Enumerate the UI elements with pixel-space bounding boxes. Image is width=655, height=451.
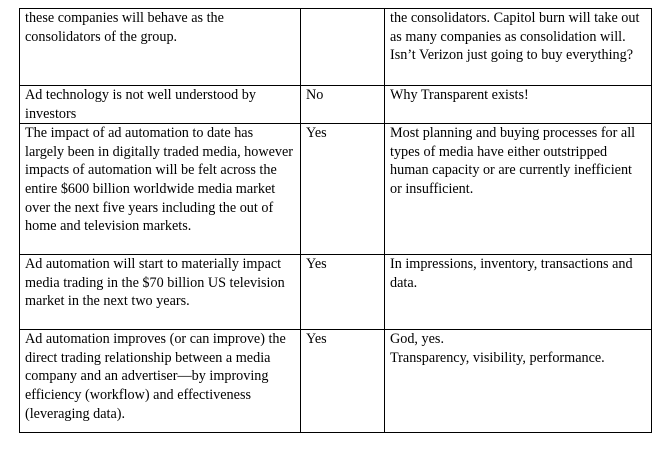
statement-cell: [20, 255, 301, 330]
answer-text: Yes: [306, 331, 327, 348]
answer-text: No: [306, 87, 324, 103]
answer-cell: [301, 255, 385, 330]
table-row: [20, 86, 652, 124]
table-row: [20, 9, 652, 86]
statement-cell: [20, 330, 301, 433]
statement-text: Ad automation will start to materially impact media trading in the $70 billion US television market in the next two years.: [25, 256, 289, 310]
comment-cell: [385, 86, 652, 124]
statement-cell: [20, 86, 301, 124]
answer-cell: [301, 9, 385, 86]
answer-cell: [301, 330, 385, 433]
answer-text: Yes: [306, 125, 327, 142]
comment-text: the consolidators. Capitol burn will take out as many companies as consolidation will. Isn’t Verizon just going to buy everything?: [390, 10, 643, 64]
comment-text: Most planning and buying processes for all types of media have either outstripped human capacity or are currently inefficient or insufficient.: [390, 125, 639, 197]
statement-cell: [20, 9, 301, 86]
table-row: [20, 255, 652, 330]
comment-cell: [385, 124, 652, 255]
statement-text: Ad automation improves (or can improve) the direct trading relationship between a media company and an advertiser—by improving efficiency (workflow) and effectiveness (leveraging data).: [25, 331, 290, 422]
answer-cell: [301, 124, 385, 255]
statement-text: Ad technology is not well understood by investors: [25, 87, 260, 122]
statement-text: The impact of ad automation to date has largely been in digitally traded media, however impacts of automation will be felt across the entire $600 billion worldwide media market over the next five years including the out of home and television markets.: [25, 125, 297, 235]
table-row: [20, 124, 652, 255]
document-table: [19, 8, 652, 433]
comment-cell: [385, 255, 652, 330]
statement-cell: [20, 124, 301, 255]
comment-text: Why Transparent exists!: [390, 87, 529, 103]
answer-text: Yes: [306, 256, 327, 273]
comment-text: In impressions, inventory, transactions and data.: [390, 256, 637, 291]
comment-cell: [385, 9, 652, 86]
table-row: [20, 330, 652, 433]
statement-text: these companies will behave as the consolidators of the group.: [25, 10, 228, 45]
answer-cell: [301, 86, 385, 124]
comment-text: God, yes. Transparency, visibility, performance.: [390, 331, 605, 366]
comment-cell: [385, 330, 652, 433]
